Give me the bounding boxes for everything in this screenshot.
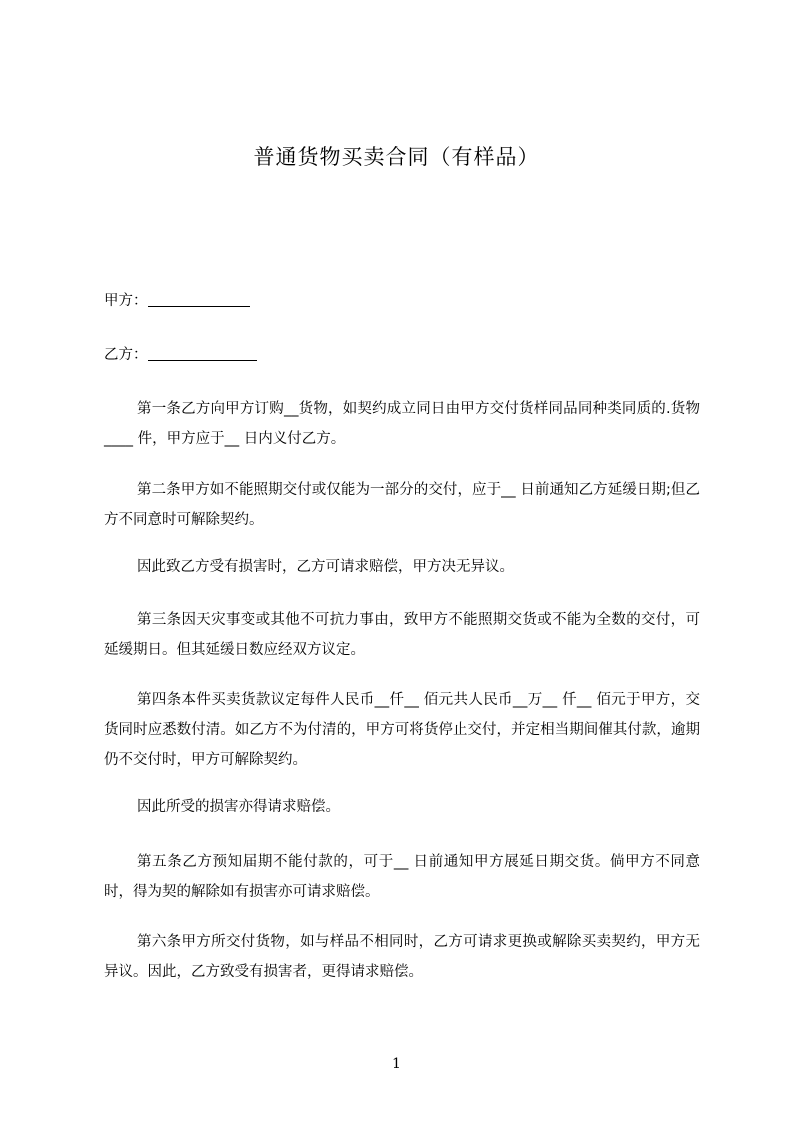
page-number: 1 [392, 1056, 401, 1072]
party-b-label: 乙方： [104, 347, 148, 363]
clause-3: 第三条因天灾事变或其他不可抗力事由，致甲方不能照期交货或不能为全数的交付，可延缓期日。但其延缓日数应经双方议定。 [104, 612, 700, 658]
clause-1: 第一条乙方向甲方订购__货物，如契约成立同日由甲方交付货样同品同种类同质的.货物____ 件，甲方应于__ 日内义付乙方。 [104, 401, 700, 447]
party-a-blank [148, 288, 250, 307]
clause-4: 第四条本件买卖货款议定每件人民币__仟__ 佰元共人民币__万__ 仟__ 佰元于甲方，交货同时应悉数付清。如乙方不为付清的，甲方可将货停止交付，并定相当期间催其付款，逾期仍不交付时，甲方可解除契约。 [104, 692, 700, 768]
clause-2: 第二条甲方如不能照期交付或仅能为一部分的交付，应于__ 日前通知乙方延缓日期;但乙方不同意时可解除契约。 [104, 482, 700, 528]
clause-2-note: 因此致乙方受有损害时，乙方可请求赔偿，甲方决无异议。 [137, 559, 514, 575]
party-b-line [104, 340, 704, 370]
party-b-blank [148, 342, 257, 361]
party-a-label: 甲方： [104, 293, 148, 309]
clause-5: 第五条乙方预知届期不能付款的，可于__ 日前通知甲方展延日期交货。倘甲方不同意时，得为契的解除如有损害亦可请求赔偿。 [104, 854, 700, 900]
clause-4-note: 因此所受的损害亦得请求赔偿。 [137, 799, 340, 815]
clause-6: 第六条甲方所交付货物，如与样品不相同时，乙方可请求更换或解除买卖契约，甲方无异议。因此，乙方致受有损害者，更得请求赔偿。 [104, 934, 700, 980]
page-title: 普通货物买卖合同（有样品） [253, 145, 540, 169]
party-a-line [104, 286, 704, 316]
